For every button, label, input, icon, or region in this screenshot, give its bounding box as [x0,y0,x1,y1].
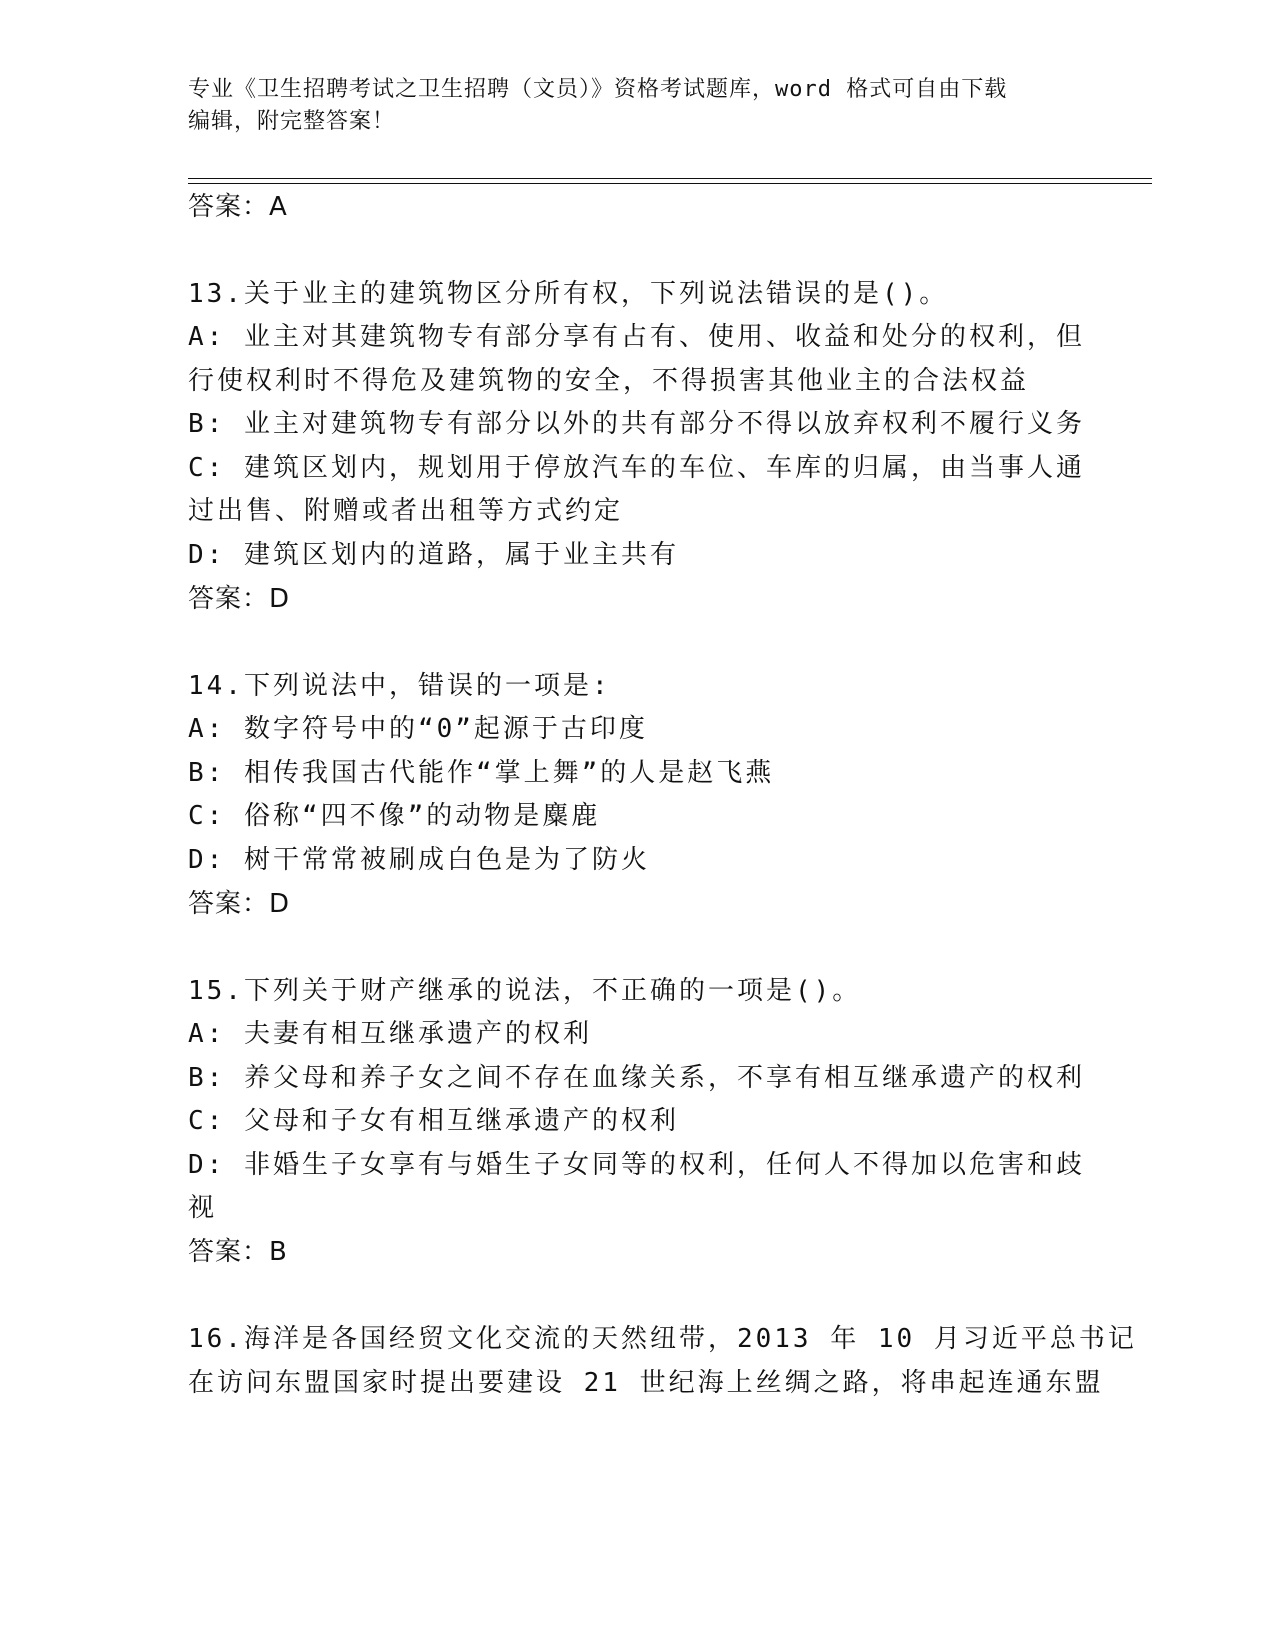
q13-option-a-line-1: A: 业主对其建筑物专有部分享有占有、使用、收益和处分的权利，但 [188,322,1085,352]
question-14: 14.下列说法中，错误的一项是: [188,671,611,701]
header-line-2: 编辑，附完整答案！ [188,109,396,134]
header-divider-bottom [188,183,1152,184]
q15-option-a: A: 夫妻有相互继承遗产的权利 [188,1019,592,1049]
header-divider-top [188,178,1152,179]
q13-option-c-line-1: C: 建筑区划内，规划用于停放汽车的车位、车库的归属，由当事人通 [188,453,1085,483]
q15-option-b: B: 养父母和养子女之间不存在血缘关系，不享有相互继承遗产的权利 [188,1063,1085,1093]
q15-option-c: C: 父母和子女有相互继承遗产的权利 [188,1106,679,1136]
q14-option-a: A: 数字符号中的“0”起源于古印度 [188,714,648,744]
q14-option-c: C: 俗称“四不像”的动物是麋鹿 [188,801,601,831]
answer-14: 答案：D [188,889,291,919]
question-16-line-1: 16.海洋是各国经贸文化交流的天然纽带，2013 年 10 月习近平总书记 [188,1324,1137,1354]
header-line-1: 专业《卫生招聘考试之卫生招聘（文员）》资格考试题库，word 格式可自由下载 [188,77,1008,102]
answer-13: 答案：D [188,584,291,614]
question-13: 13.关于业主的建筑物区分所有权，下列说法错误的是()。 [188,279,949,309]
document-header [188,74,1088,138]
q13-option-c-line-2: 过出售、附赠或者出租等方式约定 [188,496,624,526]
question-16-line-2: 在访问东盟国家时提出要建设 21 世纪海上丝绸之路，将串起连通东盟 [188,1368,1104,1398]
answer-15: 答案：B [188,1237,288,1267]
q13-option-b: B: 业主对建筑物专有部分以外的共有部分不得以放弃权利不履行义务 [188,409,1085,439]
q13-option-a-line-2: 行使权利时不得危及建筑物的安全，不得损害其他业主的合法权益 [188,366,1030,396]
q15-option-d-line-1: D: 非婚生子女享有与婚生子女同等的权利，任何人不得加以危害和歧 [188,1150,1085,1180]
q14-option-d: D: 树干常常被刷成白色是为了防火 [188,845,650,875]
answer-12: 答案：A [188,192,288,222]
q15-option-d-line-2: 视 [188,1193,218,1223]
question-15: 15.下列关于财产继承的说法，不正确的一项是()。 [188,976,862,1006]
q13-option-d: D: 建筑区划内的道路，属于业主共有 [188,540,679,570]
q14-option-b: B: 相传我国古代能作“掌上舞”的人是赵飞燕 [188,758,775,788]
